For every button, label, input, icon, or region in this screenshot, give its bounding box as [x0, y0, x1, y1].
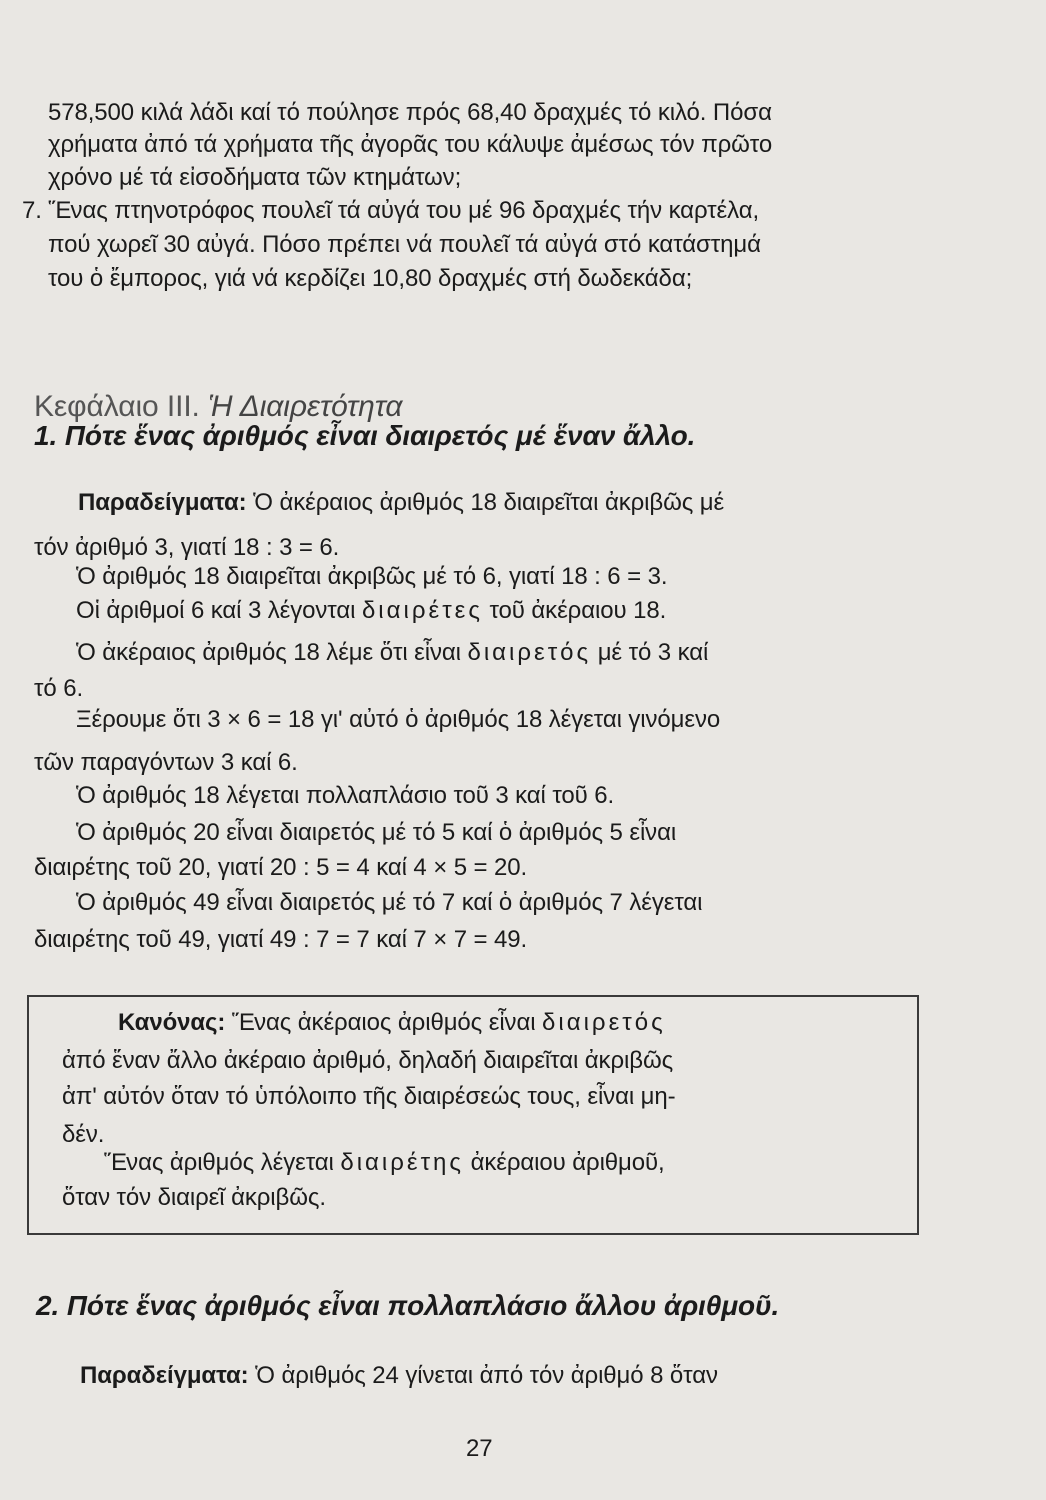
section-1-example-1a — [78, 488, 724, 518]
rule-line-5 — [104, 1148, 665, 1178]
section-1-example-6: Ὁ ἀριθμός 18 λέγεται πολλαπλάσιο τοῦ 3 καί τοῦ 6. — [76, 782, 615, 809]
section-1-example-4c: τό 6. — [34, 675, 84, 702]
section-2-example-1 — [80, 1361, 718, 1391]
chapter-label: Κεφάλαιο III. — [34, 390, 200, 423]
spaced-term: διαιρετός — [542, 1009, 666, 1036]
spaced-term: διαιρετός — [467, 639, 592, 666]
problem-7-line-3: του ὁ ἔμπορος, γιά νά κερδίζει 10,80 δραχμές στή δωδεκάδα; — [48, 265, 693, 292]
chapter-heading — [34, 390, 402, 424]
section-1-example-7b: διαιρέτης τοῦ 20, γιατί 20 : 5 = 4 καί 4 × 5 = 20. — [34, 854, 528, 881]
rule-text: ἀκέραιου ἀριθμοῦ, — [470, 1149, 665, 1176]
example-text: Ὁ ἀριθμός 24 γίνεται ἀπό τόν ἀριθμό 8 ὅταν — [255, 1362, 718, 1389]
example-text: μέ τό 3 καί — [597, 639, 709, 666]
section-1-example-7a: Ὁ ἀριθμός 20 εἶναι διαιρετός μέ τό 5 καί ὁ ἀριθμός 5 εἶναι — [76, 819, 677, 846]
rule-text: Ἕνας ἀκέραιος ἀριθμός εἶναι — [231, 1009, 536, 1036]
problem-7-line-1: 7. Ἕνας πτηνοτρόφος πουλεῖ τά αὐγά του μέ 96 δραχμές τήν καρτέλα, — [22, 197, 760, 224]
problem-6-line-1: 578,500 κιλά λάδι καί τό πούλησε πρός 68,40 δραχμές τό κιλό. Πόσα — [48, 99, 772, 126]
section-1-example-2: Ὁ ἀριθμός 18 διαιρεῖται ἀκριβῶς μέ τό 6, γιατί 18 : 6 = 3. — [76, 563, 668, 590]
problem-6-line-3: χρόνο μέ τά εἰσοδήματα τῶν κτημάτων; — [48, 164, 462, 191]
problem-6-line-2: χρήματα ἀπό τά χρήματα τῆς ἀγορᾶς του κάλυψε ἀμέσως τόν πρῶτο — [48, 131, 773, 158]
rule-text: Ἕνας ἀριθμός λέγεται — [104, 1149, 334, 1176]
section-1-example-5b: τῶν παραγόντων 3 καί 6. — [34, 749, 298, 776]
rule-line-1 — [118, 1008, 666, 1038]
section-1-example-5a: Ξέρουμε ὅτι 3 × 6 = 18 γι' αὐτό ὁ ἀριθμός 18 λέγεται γινόμενο — [76, 706, 721, 733]
chapter-title: Ἡ Διαιρετότητα — [208, 390, 403, 423]
spaced-term: διαιρέτης — [340, 1149, 464, 1176]
rule-line-4: δέν. — [62, 1121, 105, 1148]
section-1-example-1b: τόν ἀριθμό 3, γιατί 18 : 3 = 6. — [34, 534, 340, 561]
section-1-example-8b: διαιρέτης τοῦ 49, γιατί 49 : 7 = 7 καί 7 × 7 = 49. — [34, 926, 528, 953]
spaced-term: διαιρέτες — [361, 597, 483, 624]
section-1-example-8a: Ὁ ἀριθμός 49 εἶναι διαιρετός μέ τό 7 καί ὁ ἀριθμός 7 λέγεται — [76, 889, 703, 916]
examples-label: Παραδείγματα: — [80, 1362, 249, 1389]
rule-line-6: ὅταν τόν διαιρεῖ ἀκριβῶς. — [62, 1184, 326, 1211]
page-number: 27 — [466, 1435, 493, 1462]
section-2-heading: 2. Πότε ἕνας ἀριθμός εἶναι πολλαπλάσιο ἄλλου ἀριθμοῦ. — [36, 1290, 780, 1321]
rule-line-3: ἀπ' αὐτόν ὅταν τό ὑπόλοιπο τῆς διαιρέσεώς τους, εἶναι μη- — [62, 1083, 676, 1110]
example-text: Οἱ ἀριθμοί 6 καί 3 λέγονται — [76, 597, 356, 624]
problem-7-line-2: πού χωρεῖ 30 αὐγά. Πόσο πρέπει νά πουλεῖ τά αὐγά στό κατάστημά — [48, 231, 761, 258]
example-text: Ὁ ἀκέραιος ἀριθμός 18 διαιρεῖται ἀκριβῶς μέ — [253, 489, 725, 516]
example-text: τοῦ ἀκέραιου 18. — [489, 597, 667, 624]
section-1-heading: 1. Πότε ἕνας ἀριθμός εἶναι διαιρετός μέ ἕναν ἄλλο. — [34, 420, 696, 451]
rule-line-2: ἀπό ἕναν ἄλλο ἀκέραιο ἀριθμό, δηλαδή διαιρεῖται ἀκριβῶς — [62, 1047, 674, 1074]
rule-label: Κανόνας: — [118, 1009, 226, 1036]
example-text: Ὁ ἀκέραιος ἀριθμός 18 λέμε ὅτι εἶναι — [76, 639, 461, 666]
section-1-example-4 — [76, 638, 708, 668]
section-1-example-3 — [76, 596, 666, 626]
examples-label: Παραδείγματα: — [78, 489, 247, 516]
